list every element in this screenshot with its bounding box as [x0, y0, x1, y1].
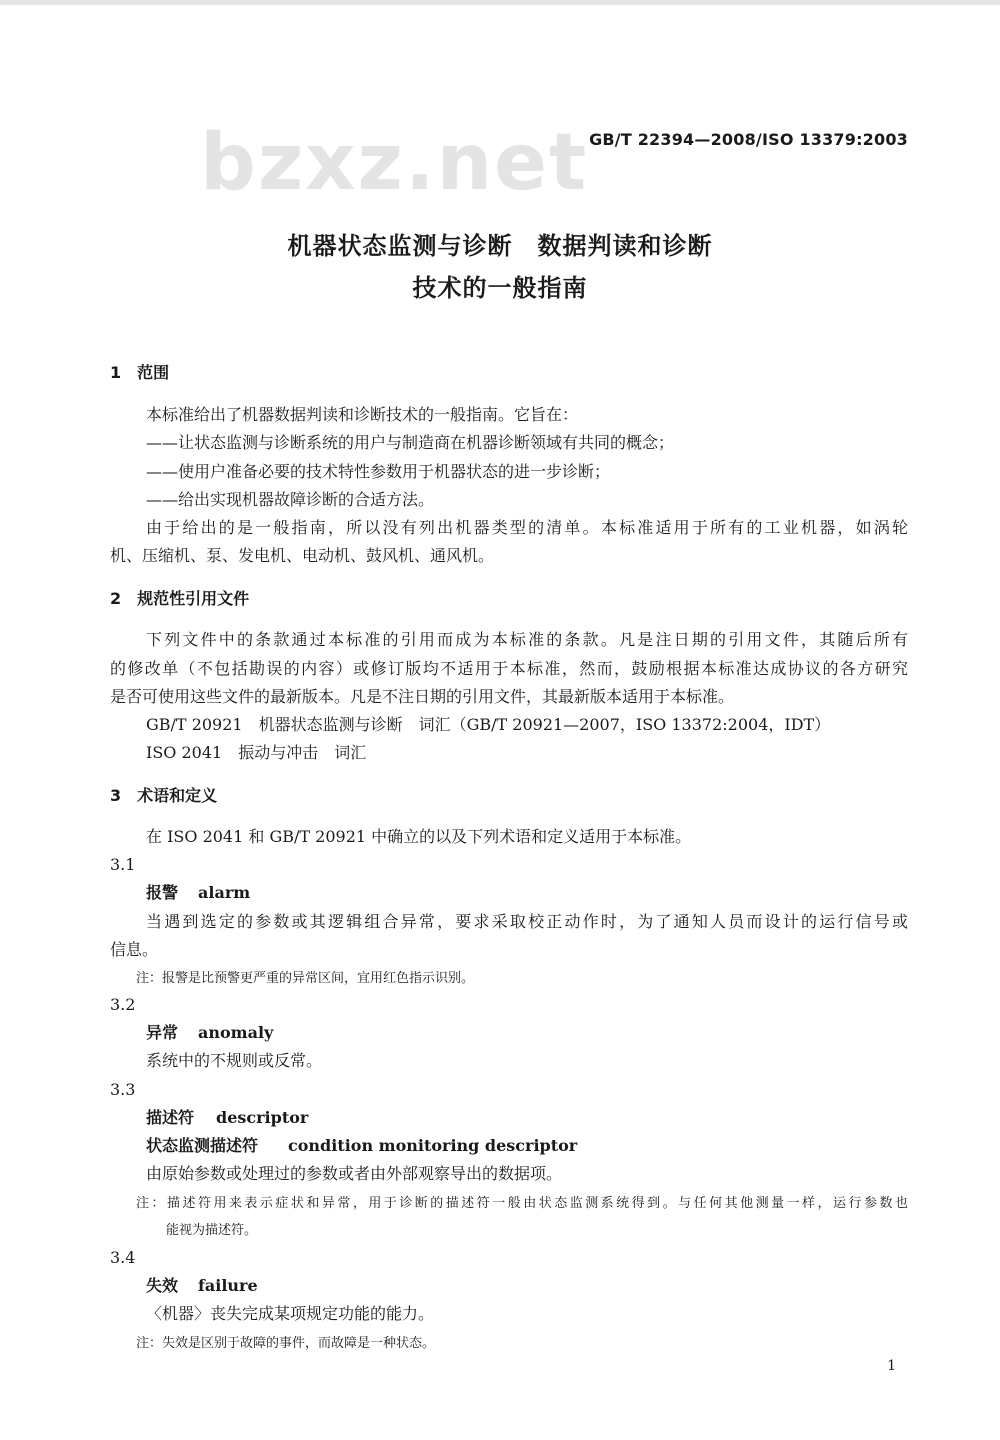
clause-3-2-number: 3.2 — [110, 995, 136, 1014]
term-cm-descriptor-zh: 状态监测描述符 — [146, 1136, 259, 1155]
s2-para-line1: 下列文件中的条款通过本标准的引用而成为本标准的条款。凡是注日期的引用文件，其随后所有 — [146, 630, 908, 649]
def-alarm-line1: 当遇到选定的参数或其逻辑组合异常，要求采取校正动作时，为了通知人员而设计的运行信号或 — [146, 912, 908, 931]
standard-code: GB/T 22394—2008/ISO 13379:2003 — [589, 130, 908, 149]
s1-dash-item-1: ——让状态监测与诊断系统的用户与制造商在机器诊断领域有共同的概念； — [146, 433, 675, 452]
term-cm-descriptor-en: condition monitoring descriptor — [288, 1136, 578, 1155]
reference-gbt-20921: GB/T 20921 机器状态监测与诊断 词汇（GB/T 20921—2007，ISO 13372:2004，IDT） — [146, 715, 831, 734]
def-alarm-line2: 信息。 — [110, 940, 159, 959]
note-alarm: 注：报警是比预警更严重的异常区间，宜用红色指示识别。 — [136, 971, 475, 986]
s1-scope-para-line2: 机、压缩机、泵、发电机、电动机、鼓风机、通风机。 — [110, 546, 495, 565]
clause-3-3-number: 3.3 — [110, 1080, 136, 1099]
section-2-heading: 2 规范性引用文件 — [110, 589, 250, 608]
def-failure: 〈机器〉丧失完成某项规定功能的能力。 — [146, 1304, 435, 1323]
section-1-heading: 1 范围 — [110, 363, 170, 382]
s3-intro: 在 ISO 2041 和 GB/T 20921 中确立的以及下列术语和定义适用于本标准。 — [146, 827, 692, 846]
clause-3-4-number: 3.4 — [110, 1248, 136, 1267]
s2-para-line3: 是否可使用这些文件的最新版本。凡是不注日期的引用文件，其最新版本适用于本标准。 — [110, 687, 735, 706]
section-3-heading: 3 术语和定义 — [110, 786, 218, 805]
note-descriptor-line1: 注：描述符用来表示症状和异常，用于诊断的描述符一般由状态监测系统得到。与任何其他测量一样，运行参数也 — [136, 1196, 908, 1211]
term-failure-en: failure — [198, 1276, 258, 1295]
s2-para-line2: 的修改单（不包括勘误的内容）或修订版均不适用于本标准，然而，鼓励根据本标准达成协议的各方研究 — [110, 659, 908, 678]
term-alarm-en: alarm — [198, 883, 251, 902]
reference-iso-2041: ISO 2041 振动与冲击 词汇 — [146, 743, 367, 762]
def-anomaly: 系统中的不规则或反常。 — [146, 1051, 323, 1070]
def-descriptor: 由原始参数或处理过的参数或者由外部观察导出的数据项。 — [146, 1164, 563, 1183]
clause-3-1-number: 3.1 — [110, 855, 136, 874]
page-number: 1 — [887, 1358, 896, 1374]
term-descriptor-zh: 描述符 — [146, 1108, 195, 1127]
s1-paragraph: 本标准给出了机器数据判读和诊断技术的一般指南。它旨在： — [146, 405, 579, 424]
term-anomaly-en: anomaly — [198, 1023, 274, 1042]
watermark: bzxz.net — [200, 118, 589, 208]
s1-dash-item-3: ——给出实现机器故障诊断的合适方法。 — [146, 490, 435, 509]
term-descriptor-en: descriptor — [216, 1108, 309, 1127]
note-descriptor-line2: 能视为描述符。 — [166, 1223, 258, 1238]
term-alarm-zh: 报警 — [146, 883, 179, 902]
document-title-line2: 技术的一般指南 — [412, 274, 588, 302]
document-title-line1: 机器状态监测与诊断 数据判读和诊断 — [287, 232, 713, 260]
term-anomaly-zh: 异常 — [146, 1023, 179, 1042]
page-top-edge — [0, 0, 1000, 5]
term-failure-zh: 失效 — [146, 1276, 179, 1295]
s1-dash-item-2: ——使用户准备必要的技术特性参数用于机器状态的进一步诊断； — [146, 462, 611, 481]
note-failure: 注：失效是区别于故障的事件，而故障是一种状态。 — [136, 1336, 436, 1351]
s1-scope-para-line1: 由于给出的是一般指南，所以没有列出机器类型的清单。本标准适用于所有的工业机器，如涡轮 — [146, 518, 908, 537]
